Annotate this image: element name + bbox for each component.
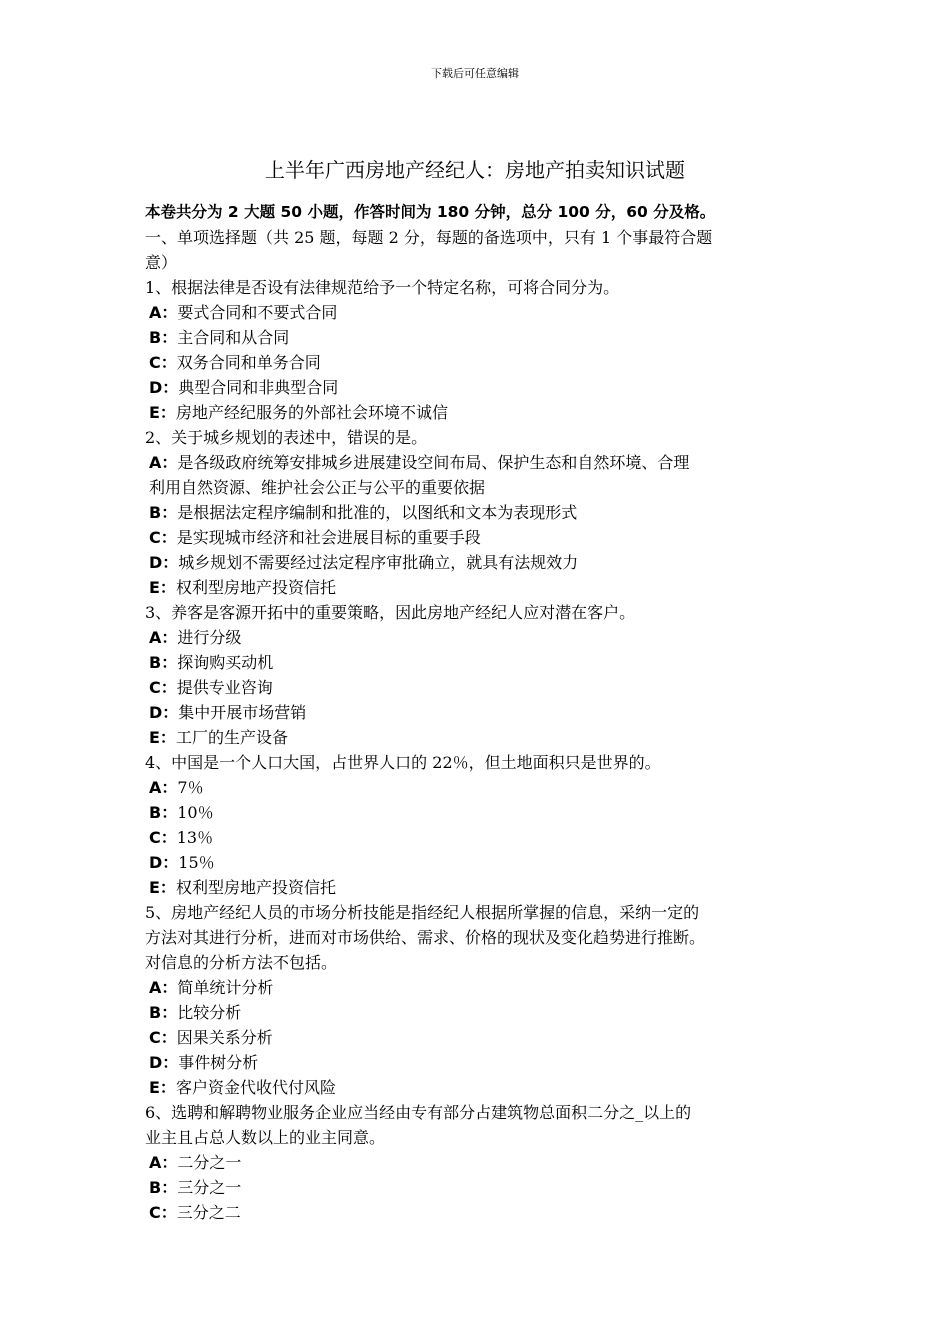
option-text: 权利型房地产投资信托 [175, 578, 336, 597]
exam-intro: 本卷共分为 2 大题 50 小题，作答时间为 180 分钟，总分 100 分，60 分及格。 [145, 203, 716, 221]
option-text: 10％ [177, 803, 214, 822]
question-stem-line: 4、中国是一个人口大国，占世界人口的 22％，但土地面积只是世界的。 [145, 753, 661, 772]
option-text: 主合同和从合同 [177, 328, 290, 347]
option-key: E： [149, 728, 176, 747]
option-text: 提供专业咨询 [176, 678, 273, 697]
option-text: 因果关系分析 [176, 1028, 273, 1047]
option-key: A： [149, 453, 178, 472]
answer-option [145, 775, 825, 800]
answer-option [145, 575, 825, 600]
answer-option [145, 700, 825, 725]
question-block [145, 600, 825, 750]
option-text: 二分之一 [177, 1153, 242, 1172]
question-stem-line: 方法对其进行分析，进而对市场供给、需求、价格的现状及变化趋势进行推断。 [145, 928, 706, 947]
header-note: 下载后可任意编辑 [431, 67, 519, 80]
answer-option [145, 650, 825, 675]
answer-option [145, 1150, 825, 1175]
section-heading-line: 一、单项选择题（共 25 题，每题 2 分，每题的备选项中，只有 1 个事最符合题 [145, 228, 713, 247]
answer-option [145, 825, 825, 850]
answer-option [145, 300, 825, 325]
answer-option [145, 1050, 825, 1075]
question-stem-line: 2、关于城乡规划的表述中，错误的是。 [145, 428, 428, 447]
document-body [145, 200, 825, 1225]
answer-option [145, 1175, 825, 1200]
section-heading-line: 意） [145, 253, 178, 272]
question-block [145, 750, 825, 900]
option-text: 城乡规划不需要经过法定程序审批确立，就具有法规效力 [178, 553, 579, 572]
option-text: 简单统计分析 [177, 978, 274, 997]
answer-option [145, 725, 825, 750]
answer-option [145, 675, 825, 700]
answer-option [145, 350, 825, 375]
answer-option [145, 625, 825, 650]
question-stem-line: 1、根据法律是否设有法律规范给予一个特定名称，可将合同分为。 [145, 278, 620, 297]
answer-option [145, 375, 825, 400]
option-key: C： [149, 528, 177, 547]
option-text: 比较分析 [177, 1003, 242, 1022]
option-key: C： [149, 1028, 177, 1047]
option-key: D： [149, 553, 179, 572]
option-key: B： [149, 653, 178, 672]
option-key: E： [149, 1078, 176, 1097]
option-text: 房地产经纪服务的外部社会环境不诚信 [175, 403, 448, 422]
option-key: A： [149, 628, 178, 647]
option-text: 事件树分析 [178, 1053, 259, 1072]
option-key: D： [149, 703, 179, 722]
option-text: 进行分级 [177, 628, 242, 647]
question-block [145, 425, 825, 600]
question-stem-line: 5、房地产经纪人员的市场分析技能是指经纪人根据所掌握的信息，采纳一定的 [145, 903, 700, 922]
question-stem-line: 6、选聘和解聘物业服务企业应当经由专有部分占建筑物总面积二分之_以上的 [145, 1103, 692, 1122]
answer-option [145, 1025, 825, 1050]
option-text: 是各级政府统筹安排城乡进展建设空间布局、保护生态和自然环境、合理 [177, 453, 690, 472]
option-key: D： [149, 853, 179, 872]
option-text: 典型合同和非典型合同 [178, 378, 339, 397]
option-key: B： [149, 803, 178, 822]
answer-option [145, 975, 825, 1000]
answer-option [145, 400, 825, 425]
answer-option [145, 475, 825, 500]
question-block [145, 900, 825, 1100]
option-text: 权利型房地产投资信托 [175, 878, 336, 897]
question-stem-line: 业主且占总人数以上的业主同意。 [145, 1128, 386, 1147]
option-key: D： [149, 378, 179, 397]
answer-option [145, 550, 825, 575]
question-block [145, 275, 825, 425]
answer-option [145, 875, 825, 900]
answer-option [145, 450, 825, 475]
option-key: E： [149, 578, 176, 597]
answer-option [145, 1200, 825, 1225]
option-key: C： [149, 1203, 177, 1222]
question-list [145, 275, 825, 1225]
answer-option [145, 1000, 825, 1025]
option-text: 13％ [176, 828, 214, 847]
answer-option [145, 325, 825, 350]
question-stem-line: 对信息的分析方法不包括。 [145, 953, 338, 972]
question-block [145, 1100, 825, 1225]
option-text: 7％ [177, 778, 204, 797]
option-key: A： [149, 978, 178, 997]
option-text: 利用自然资源、维护社会公正与公平的重要依据 [149, 478, 486, 497]
option-text: 客户资金代收代付风险 [175, 1078, 336, 1097]
option-text: 探询购买动机 [177, 653, 274, 672]
option-text: 集中开展市场营销 [178, 703, 307, 722]
option-text: 要式合同和不要式合同 [177, 303, 338, 322]
answer-option [145, 800, 825, 825]
answer-option [145, 850, 825, 875]
option-key: B： [149, 328, 178, 347]
answer-option [145, 1075, 825, 1100]
option-key: A： [149, 303, 178, 322]
option-key: C： [149, 828, 177, 847]
answer-option [145, 525, 825, 550]
option-text: 15％ [178, 853, 215, 872]
option-key: E： [149, 403, 176, 422]
option-key: B： [149, 1003, 178, 1022]
document-title: 上半年广西房地产经纪人：房地产拍卖知识试题 [265, 158, 685, 182]
option-key: E： [149, 878, 176, 897]
option-text: 工厂的生产设备 [175, 728, 288, 747]
option-text: 是根据法定程序编制和批准的，以图纸和文本为表现形式 [177, 503, 578, 522]
option-text: 三分之二 [176, 1203, 241, 1222]
option-key: B： [149, 503, 178, 522]
option-key: B： [149, 1178, 178, 1197]
option-key: C： [149, 353, 177, 372]
option-key: C： [149, 678, 177, 697]
option-key: D： [149, 1053, 179, 1072]
option-key: A： [149, 1153, 178, 1172]
option-text: 双务合同和单务合同 [176, 353, 321, 372]
question-stem-line: 3、养客是客源开拓中的重要策略，因此房地产经纪人应对潜在客户。 [145, 603, 636, 622]
option-text: 三分之一 [177, 1178, 242, 1197]
option-key: A： [149, 778, 178, 797]
option-text: 是实现城市经济和社会进展目标的重要手段 [176, 528, 481, 547]
answer-option [145, 500, 825, 525]
